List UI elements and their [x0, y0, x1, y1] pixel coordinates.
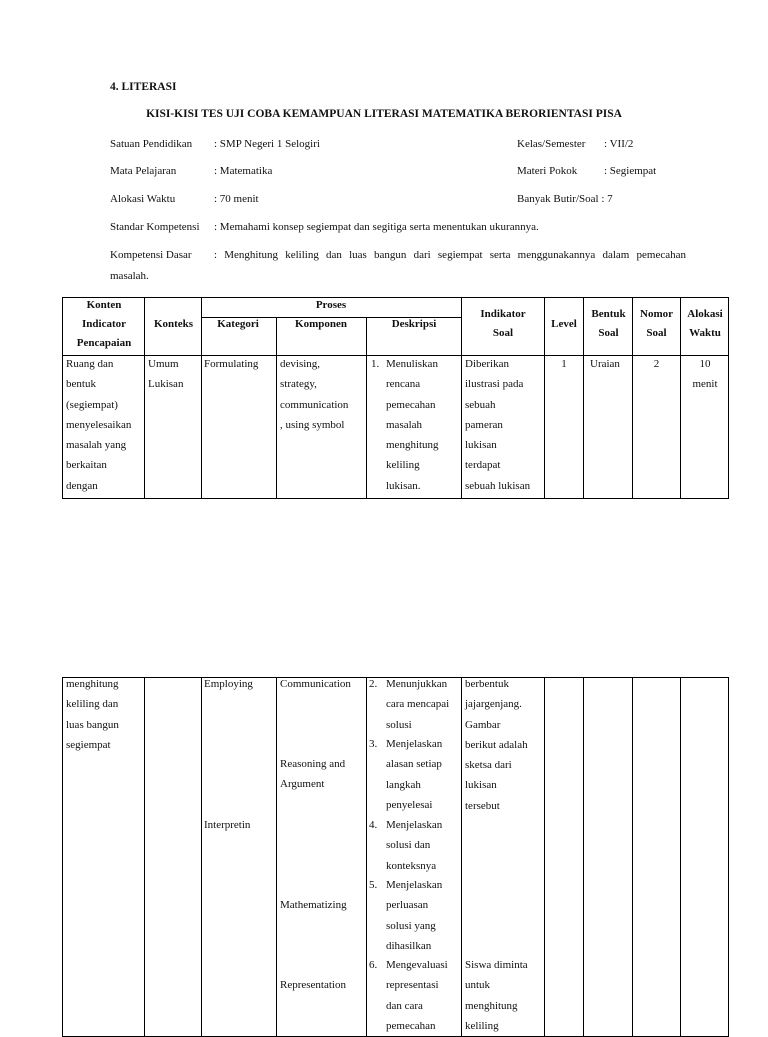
mapel-label: Mata Pelajaran	[110, 165, 177, 177]
satuan-value: : SMP Negeri 1 Selogiri	[214, 138, 320, 150]
butir-label: Banyak Butir/Soal : 7	[517, 193, 613, 205]
kelas-label: Kelas/Semester	[517, 138, 586, 150]
row1-deskripsi-number: 1.	[371, 358, 380, 370]
row2-komponen-communication: Communication	[280, 678, 351, 690]
sk-label: Standar Kompetensi	[110, 221, 200, 233]
row1-bentuk: Uraian	[590, 358, 620, 370]
row2-indikator-part2: Siswa diminta untuk menghitung keliling	[465, 959, 528, 1032]
row1-nomor: 2	[653, 358, 660, 370]
row1-deskripsi: Menuliskan rencana pemecahan masalah menghitung keliling lukisan.	[386, 358, 439, 492]
row2-komponen-mathematizing: Mathematizing	[280, 899, 347, 911]
materi-label: Materi Pokok	[517, 165, 578, 177]
row1-level: 1	[561, 358, 567, 370]
row2-kategori-interpreting: Interpretin	[204, 819, 251, 831]
row2-item-number: 6.	[369, 959, 378, 971]
row2-item-text: Menjelaskan perluasan solusi yang dihasilkan	[386, 879, 443, 952]
row2-item-number: 2.	[369, 678, 378, 690]
satuan-label: Satuan Pendidikan	[110, 138, 193, 150]
row2-item-number: 4.	[369, 819, 378, 831]
header-konteks: Konteks	[153, 318, 194, 330]
row1-konten: Ruang dan bentuk (segiempat) menyelesaikan masalah yang berkaitan dengan	[66, 358, 132, 492]
header-deskripsi: Deskripsi	[391, 318, 437, 330]
row1-komponen: devising, strategy, communication , using symbol	[280, 358, 349, 431]
row2-konten: menghitung keliling dan luas bangun segiempat	[66, 678, 119, 751]
row1-alokasi: 10 menit	[692, 358, 718, 391]
section-heading: 4. LITERASI	[110, 81, 177, 93]
row2-item-text: Menjelaskan solusi dan konteksnya	[386, 819, 443, 872]
row2-kategori-employing: Employing	[204, 678, 253, 690]
row2-komponen-representation: Representation	[280, 979, 346, 991]
kelas-value: : VII/2	[604, 138, 634, 150]
document-title: KISI-KISI TES UJI COBA KEMAMPUAN LITERASI MATEMATIKA BERORIENTASI PISA	[146, 108, 622, 120]
row1-indikator: Diberikan ilustrasi pada sebuah pameran lukisan terdapat sebuah lukisan	[465, 358, 531, 492]
row2-komponen-reasoning: Reasoning and Argument	[280, 758, 346, 791]
row2-item-text: Menunjukkan cara mencapai solusi	[386, 678, 450, 731]
kd-value-line1: : Menghitung keliling dan luas bangun dari segiempat serta menggunakannya dalam pemecahan	[214, 249, 686, 261]
alokasi-value: : 70 menit	[214, 193, 259, 205]
header-indikator: Indikator Soal	[480, 308, 526, 339]
row2-item-text: Menjelaskan alasan setiap langkah penyelesai	[386, 738, 443, 811]
row1-konteks: Umum Lukisan	[148, 358, 184, 391]
header-konten: Konten Indicator Pencapaian	[76, 299, 132, 349]
materi-value: : Segiempat	[604, 165, 657, 177]
kd-label: Kompetensi Dasar	[110, 249, 192, 261]
row2-item-number: 3.	[369, 738, 378, 750]
kd-value-line2: masalah.	[110, 270, 149, 282]
row1-kategori: Formulating	[204, 358, 259, 370]
header-bentuk: Bentuk Soal	[591, 308, 626, 339]
header-nomor: Nomor Soal	[640, 308, 673, 339]
header-komponen: Komponen	[295, 318, 347, 330]
header-level: Level	[551, 318, 577, 330]
row2-indikator-part1: berbentuk jajargenjang. Gambar berikut adalah sketsa dari lukisan tersebut	[465, 678, 528, 812]
header-alokasi: Alokasi Waktu	[687, 308, 723, 339]
header-kategori: Kategori	[217, 318, 259, 330]
mapel-value: : Matematika	[214, 165, 273, 177]
sk-value: : Memahami konsep segiempat dan segitiga serta menentukan ukurannya.	[214, 221, 539, 233]
header-proses: Proses	[315, 299, 347, 311]
row2-item-text: Mengevaluasi representasi dan cara pemecahan	[386, 959, 448, 1032]
row2-item-number: 5.	[369, 879, 378, 891]
alokasi-label: Alokasi Waktu	[110, 193, 176, 205]
